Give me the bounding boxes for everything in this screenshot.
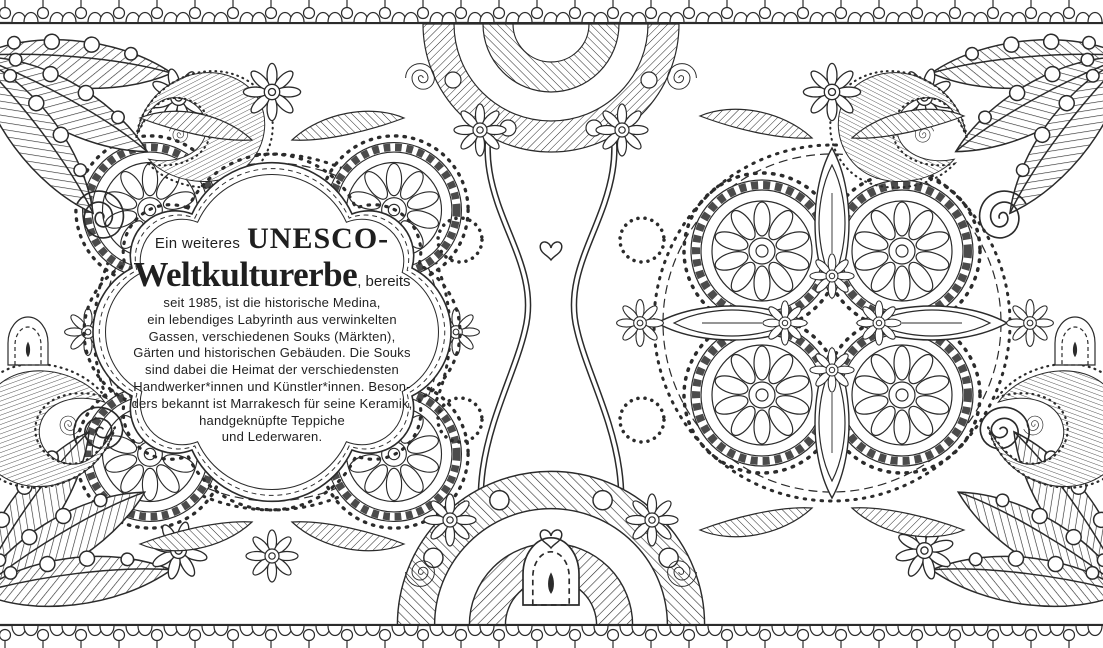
caption-after-highlight: , bereits (357, 273, 411, 290)
caption-heading-line-2 (107, 255, 437, 292)
daisy-flower (1007, 300, 1054, 347)
caption-line: Gassen, verschiedenen Souks (Märkten), (148, 328, 396, 344)
caption-block (107, 222, 437, 446)
daisy-flower (626, 494, 678, 546)
keyhole-arch-left (8, 317, 48, 365)
caption-line: sind dabei die Heimat der verschiedensten (145, 362, 399, 378)
caption-line: ein lebendiges Labyrinth aus verwinkelten (147, 311, 397, 327)
wing-leaf (700, 109, 812, 138)
caption-line: ders bekannt ist Marrakesch für seine Keramik, (131, 395, 413, 411)
daisy-flower (243, 63, 300, 120)
wing-leaf (700, 508, 812, 537)
daisy-flower (803, 63, 860, 120)
caption-line: seit 1985, ist die historische Medina, (163, 295, 381, 310)
spiral-scroll (406, 64, 435, 90)
caption-line: Handwerker*innen und Künstler*innen. Beson- (133, 378, 411, 394)
daisy-flower (857, 301, 901, 345)
dotted-ring (620, 218, 664, 262)
caption-highlight-weltkulturerbe: Weltkulturerbe (133, 255, 358, 294)
daisy-flower (810, 254, 854, 298)
daisy-flower (246, 530, 298, 582)
caption-line: und Lederwaren. (221, 429, 323, 445)
mandala-medallion-right (654, 145, 1010, 501)
caption-heading-line-1 (107, 222, 437, 255)
caption-highlight-unesco: UNESCO- (247, 222, 390, 255)
daisy-flower (617, 300, 664, 347)
daisy-flower (454, 104, 506, 156)
wing-leaf (140, 522, 252, 551)
heart-ornament (540, 242, 562, 260)
lace-border-top (0, 0, 1103, 23)
lace-border-bottom (0, 625, 1103, 648)
wing-leaf (292, 522, 404, 551)
daisy-flower (424, 494, 476, 546)
daisy-flower (763, 301, 807, 345)
caption-lead-in: Ein weiteres (154, 235, 241, 252)
caption-line: handgeknüpfte Teppiche (199, 412, 345, 428)
keyhole-arch-right (1055, 317, 1095, 365)
caption-line: Gärten und historischen Gebäuden. Die Souks (133, 345, 411, 361)
daisy-flower (810, 348, 854, 392)
spiral-scroll (668, 64, 697, 90)
dotted-ring (620, 398, 664, 442)
wing-leaf (852, 508, 964, 537)
caption-body (107, 295, 437, 446)
daisy-flower (596, 104, 648, 156)
